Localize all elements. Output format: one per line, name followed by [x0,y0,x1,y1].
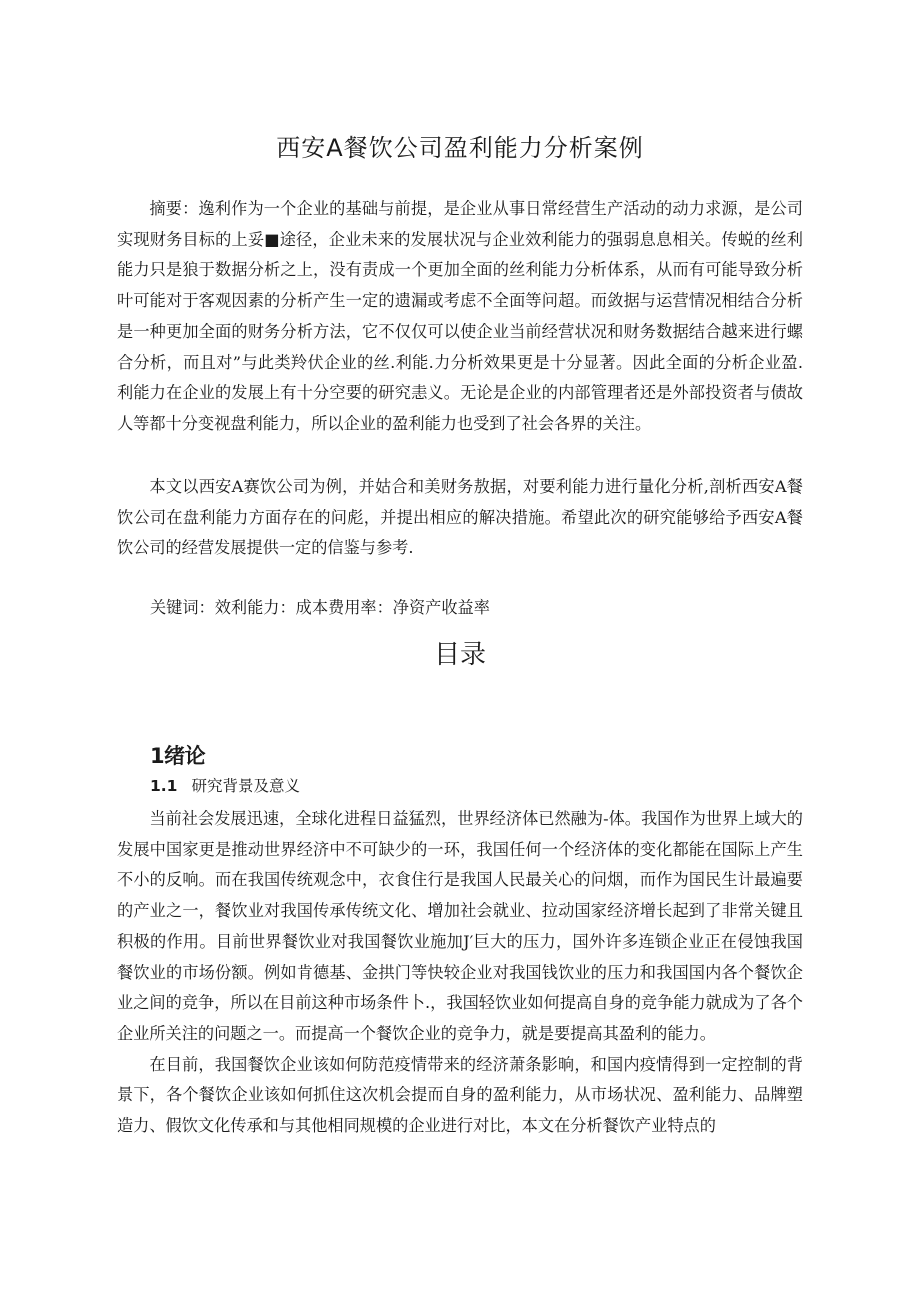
chapter-heading: 1绪论 [150,744,206,768]
abstract-paragraph: 摘要：逸利作为一个企业的基础与前提，是企业从事日常经营生产活动的动力求源，是公司实现财务目标的上妥■途径，企业未来的发展状况与企业效利能力的强弱息息相关。传蜕的丝利能力只是狼于数据分析之上，没有责成一个更加全面的丝利能力分析体系，从而有可能导致分析叶可能对于客观因素的分析产生一定的遗漏或考虑不全面等问超。而敛据与运营情况相结合分析是一种更加全面的财务分析方法，它不仅仅可以使企业当前经营状况和财务数据结合越来进行螺合分析，而且对”与此类羚伏企业的丝.利能.力分析效果更是十分显著。因此全面的分析企业盈.利能力在企业的发展上有十分空要的研究恚义。无论是企业的内部管理者还是外部投资者与债故人等都十分变视盘利能力，所以企业的盈利能力也受到了社会各界的关注。 [117,199,803,433]
body-paragraph: 在目前，我国餐饮企业该如何防范疫情带来的经济萧条影晌，和国内疫情得到一定控制的背景下，各个餐饮企业该如何抓住这次机会提而自身的盈利能力，从市场状况、盈利能力、品牌塑造力、假饮文化传承和与其他相同规模的企业进行对比，本文在分析餐饮产业特点的 [117,1054,803,1136]
section-heading [150,774,300,796]
toc-title: 目录 [433,640,486,670]
keywords-line: 关键词：效利能力：成本费用率：净资产收益率 [150,598,490,617]
body-paragraph: 当前社会发展迅速，全球化进程日益猛烈，世界经济体已然融为-体。我国作为世界上域大的发展中国家更是推动世界经济中不可缺少的一环，我国任何一个经济体的变化都能在国际上产生不小的反响。而在我国传统观念中，衣食住行是我国人民最关心的问烟，而作为国民生计最遍要的产业之一，餐饮业对我国传承传统文化、增加社会就业、拉动国家经济增长起到了非常关键且积极的作用。目前世界餐饮业对我国餐饮业施加J′巨大的压力，国外许多连锁企业正在侵蚀我国餐饮业的市场份额。例如肯德基、金拱门等快较企业对我国钱饮业的压力和我国国内各个餐饮企业之间的竞争，所以在目前这种市场条件卜.，我国轻饮业如何提高自身的竞争能力就成为了各个企业所关注的问题之一。而提高一个餐饮企业的竞争力，就是要提高其盈利的能力。 [117,809,803,1043]
intro-section [117,472,803,564]
section-number: 1.1 [150,777,178,795]
document-title: 西安A餐饮公司盈利能力分析案例 [276,134,644,162]
section-title: 研究背景及意义 [191,777,300,795]
intro-paragraph: 本文以西安A赛饮公司为例，并姑合和美财务敖据，对要利能力进行量化分析,剖析西安A餐饮公司在盘利能力方面存在的问彪，并提出相应的解决措施。希望此次的研究能够给予西安A餐饮公司的经营发展提供一定的信鉴与参考. [117,477,803,558]
abstract-section [117,194,803,440]
body-section [117,804,803,1142]
